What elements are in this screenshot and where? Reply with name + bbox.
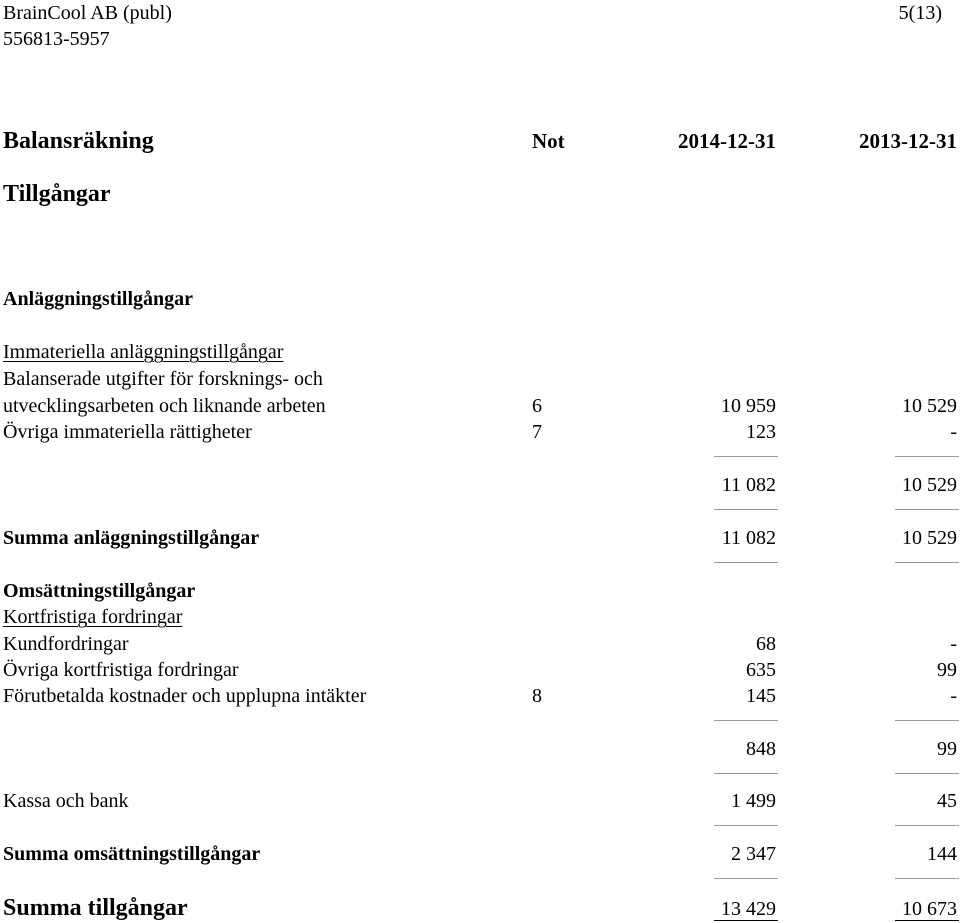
other-intangible-label: Övriga immateriella rättigheter	[3, 421, 252, 443]
fixed-assets-total-label: Summa anläggningstillgångar	[3, 527, 260, 549]
divider	[714, 773, 778, 774]
receivables-subtotal-2014: 848	[746, 738, 776, 760]
note-column-header: Not	[532, 129, 565, 153]
page-number: 5(13)	[898, 2, 942, 24]
dev-costs-label-line2: utvecklingsarbeten och liknande arbeten	[3, 395, 326, 417]
total-assets-2013: 10 673	[902, 898, 957, 920]
table-row-value-2014: 635	[746, 659, 776, 681]
table-row-value-2013: -	[950, 685, 957, 707]
divider	[895, 720, 959, 721]
divider	[714, 720, 778, 721]
intangible-subtotal-2014: 11 082	[721, 474, 776, 496]
divider	[714, 878, 778, 879]
section-heading: Tillgångar	[3, 181, 111, 207]
dev-costs-value-2014: 10 959	[721, 395, 776, 417]
table-row-value-2013: 99	[937, 659, 957, 681]
year2-column-header: 2013-12-31	[859, 129, 957, 153]
dev-costs-value-2013: 10 529	[902, 395, 957, 417]
divider	[895, 456, 959, 457]
divider	[895, 878, 959, 879]
divider	[714, 920, 778, 921]
fixed-assets-total-2014: 11 082	[721, 527, 776, 549]
divider	[895, 825, 959, 826]
table-row-label: Kundfordringar	[3, 633, 129, 655]
fixed-assets-heading: Anläggningstillgångar	[3, 288, 194, 310]
table-row-label: Övriga kortfristiga fordringar	[3, 659, 239, 681]
cash-label: Kassa och bank	[3, 790, 129, 812]
divider	[895, 562, 959, 563]
divider	[714, 509, 778, 510]
current-assets-total-label: Summa omsättningstillgångar	[3, 843, 261, 865]
intangible-subtotal-2013: 10 529	[902, 474, 957, 496]
cash-value-2013: 45	[937, 790, 957, 812]
dev-costs-note: 6	[532, 395, 542, 417]
table-row-value-2014: 68	[756, 633, 776, 655]
divider	[895, 920, 959, 921]
receivables-heading: Kortfristiga fordringar	[3, 606, 183, 628]
current-assets-heading: Omsättningstillgångar	[3, 580, 196, 602]
divider	[714, 456, 778, 457]
divider	[895, 773, 959, 774]
cash-value-2014: 1 499	[731, 790, 776, 812]
company-name: BrainCool AB (publ)	[3, 2, 172, 24]
org-number: 556813-5957	[3, 28, 110, 50]
other-intangible-value-2013: -	[950, 421, 957, 443]
table-row-note: 8	[532, 685, 542, 707]
current-assets-total-2013: 144	[927, 843, 957, 865]
page-title: Balansräkning	[3, 128, 154, 154]
table-row-value-2013: -	[950, 633, 957, 655]
year1-column-header: 2014-12-31	[678, 129, 776, 153]
divider	[895, 509, 959, 510]
table-row-label: Förutbetalda kostnader och upplupna intäkter	[3, 685, 367, 707]
intangible-heading: Immateriella anläggningstillgångar	[3, 341, 284, 363]
receivables-subtotal-2013: 99	[937, 738, 957, 760]
other-intangible-value-2014: 123	[746, 421, 776, 443]
total-assets-label: Summa tillgångar	[3, 895, 188, 921]
current-assets-total-2014: 2 347	[731, 843, 776, 865]
divider	[714, 825, 778, 826]
fixed-assets-total-2013: 10 529	[902, 527, 957, 549]
dev-costs-label-line1: Balanserade utgifter för forsknings- och	[3, 368, 323, 390]
divider	[714, 562, 778, 563]
table-row-value-2014: 145	[746, 685, 776, 707]
total-assets-2014: 13 429	[721, 898, 776, 920]
other-intangible-note: 7	[532, 421, 542, 443]
